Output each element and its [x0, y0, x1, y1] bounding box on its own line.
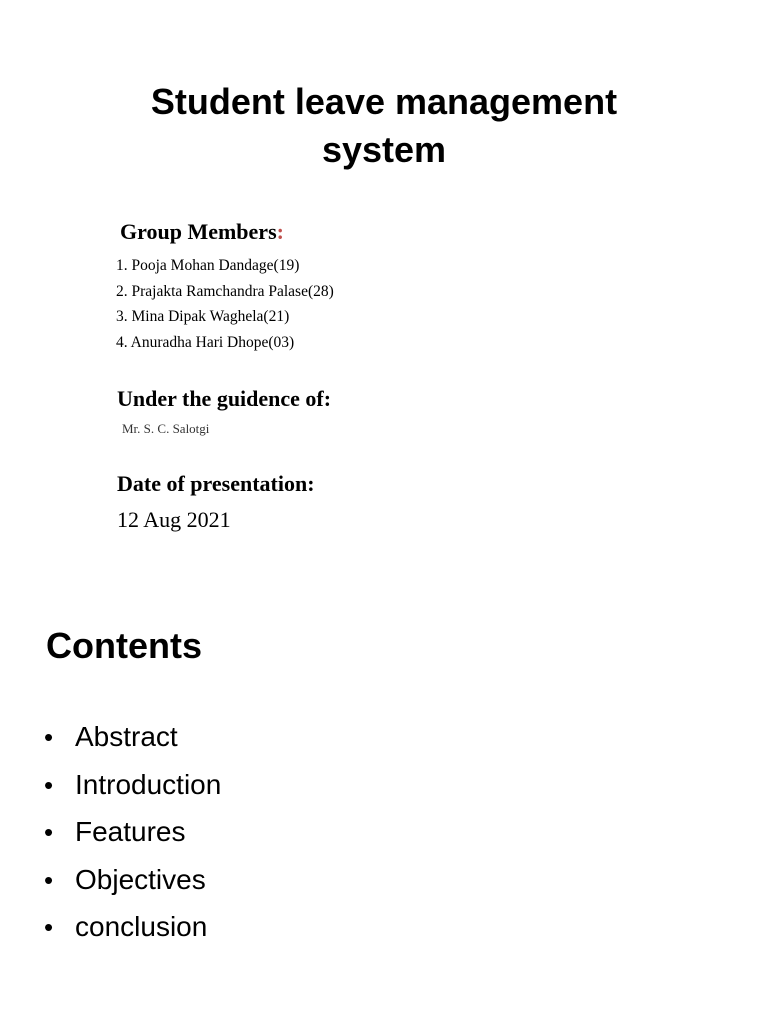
member-item: 1. Pooja Mohan Dandage(19) [116, 257, 300, 274]
date-heading: Date of presentation: [117, 471, 315, 496]
bullet-icon: • [44, 912, 54, 942]
bullet-icon: • [44, 769, 54, 800]
member-item: 2. Prajakta Ramchandra Palase(28) [116, 282, 334, 300]
contents-item-label: Abstract [75, 721, 178, 752]
member-item: 3. Mina Dipak Waghela(21) [116, 308, 290, 325]
members-list [116, 253, 334, 355]
contents-item-label: Introduction [75, 768, 222, 800]
group-members-colon: : [276, 219, 284, 244]
contents-item-label: conclusion [75, 911, 208, 942]
contents-list [44, 717, 221, 955]
contents-item [44, 765, 221, 813]
group-members-heading [120, 219, 284, 245]
date-value: 12 Aug 2021 [117, 507, 231, 532]
contents-item [44, 812, 221, 860]
bullet-icon: • [44, 817, 54, 847]
contents-item [44, 717, 221, 765]
guide-heading: Under the guidence of: [117, 386, 332, 411]
member-item: 4. Anuradha Hari Dhope(03) [116, 333, 295, 351]
contents-slide [0, 600, 768, 1024]
group-members-label: Group Members [120, 219, 277, 244]
contents-item [44, 907, 221, 955]
title-line-2: system [321, 129, 447, 170]
contents-item [44, 860, 221, 908]
contents-heading: Contents [46, 625, 202, 666]
presentation-title [0, 78, 768, 174]
contents-item-label: Objectives [75, 863, 206, 895]
title-line-1: Student leave management [150, 81, 618, 122]
bullet-icon: • [44, 722, 54, 752]
guide-name: Mr. S. C. Salotgi [122, 421, 210, 436]
bullet-icon: • [44, 864, 54, 895]
contents-item-label: Features [75, 816, 186, 847]
